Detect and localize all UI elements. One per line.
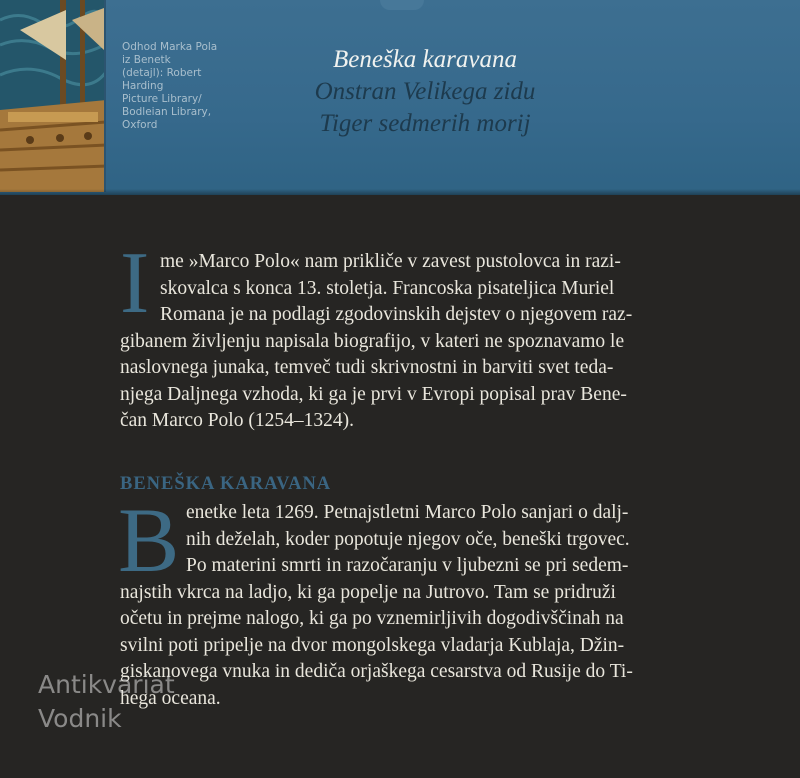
intro-line: čan Marco Polo (1254–1324). (120, 410, 354, 431)
intro-paragraph (120, 249, 720, 435)
watermark (38, 668, 175, 736)
caption-line: Odhod Marka Pola (122, 41, 218, 53)
section-dropcap: B (118, 489, 180, 591)
caption-line: Bodleian Library, (122, 106, 212, 118)
caption-line: iz Benetk (122, 54, 171, 66)
intro-line: njega Daljnega vzhoda, ki ga je prvi v Evropi popisal prav Bene- (120, 383, 627, 405)
banner-notch (380, 0, 424, 10)
caption-line: (detajl): Robert (122, 67, 202, 79)
intro-line: naslovnega junaka, temveč tudi skrivnostni in barviti svet teda- (120, 357, 614, 378)
caption-line: Harding (122, 80, 164, 92)
section-line: hega oceana. (120, 687, 221, 709)
section-paragraph (118, 489, 720, 712)
intro-line: me »Marco Polo« nam prikliče v zavest pustolovca in razi- (160, 251, 621, 272)
book-title-3: Tiger sedmerih morij (319, 110, 531, 137)
intro-line: skovalca s konca 13. stoletja. Francoska pisateljica Muriel (160, 277, 615, 299)
section-line: nih deželah, koder popotuje njegov oče, beneški trgovec. (186, 528, 630, 550)
image-caption (122, 41, 242, 132)
ship-illustration (0, 0, 106, 192)
top-banner (0, 0, 800, 195)
intro-line: Romana je na podlagi zgodovinskih dejstev o njegovem raz- (160, 304, 633, 325)
section-line: enetke leta 1269. Petnajstletni Marco Polo sanjari o dalj- (186, 502, 629, 523)
section-line: giskanovega vnuka in dediča orjaškega cesarstva od Rusije do Ti- (120, 661, 633, 682)
section-line: Po materini smrti in razočaranju v ljubezni se pri sedem- (186, 555, 629, 576)
section-line: svilni poti pripelje na dvor mongolskega vladarja Kublaja, Džin- (120, 634, 625, 656)
watermark-line: Vodnik (38, 704, 122, 733)
section-line: očetu in prejme nalogo, ki ga po vznemirljivih dogodivščinah na (120, 608, 624, 629)
watermark-line: Antikvariat (38, 670, 175, 699)
section-heading: BENEŠKA KARAVANA (120, 474, 332, 494)
book-title-1: Beneška karavana (333, 46, 517, 73)
book-titles (260, 44, 590, 140)
caption-line: Picture Library/ (122, 93, 202, 105)
book-title-2: Onstran Velikega zidu (314, 78, 536, 105)
section-line: najstih vkrca na ladjo, ki ga popelje na Jutrovo. Tam se pridruži (120, 581, 616, 603)
caption-line: Oxford (122, 119, 158, 131)
intro-line: gibanem življenju napisala biografijo, v kateri ne spoznavamo le (120, 330, 625, 352)
intro-dropcap: I (120, 235, 150, 332)
